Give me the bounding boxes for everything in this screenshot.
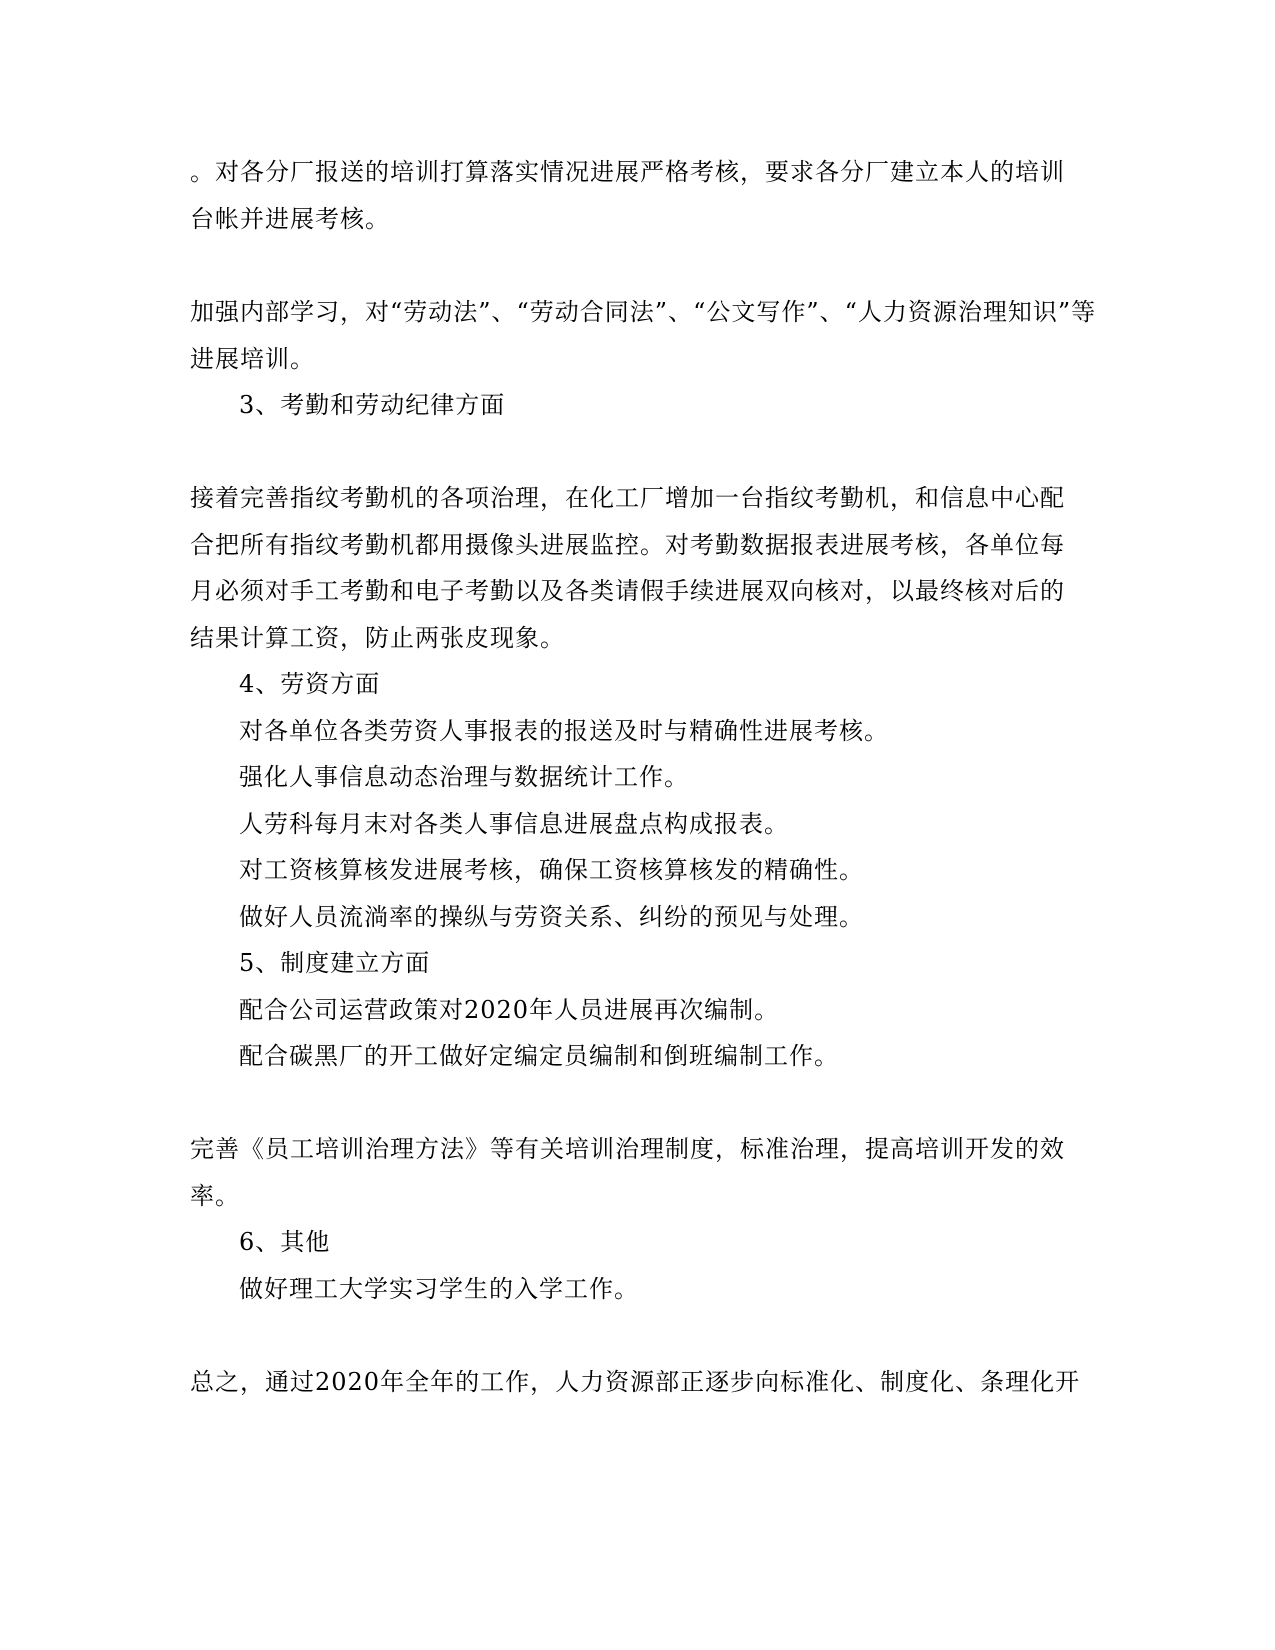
paragraph-line: 配合公司运营政策对2020年人员进展再次编制。 [239,996,780,1024]
paragraph-line: 人劳科每月末对各类人事信息进展盘点构成报表。 [239,810,789,838]
paragraph-line: 接着完善指纹考勤机的各项治理，在化工厂增加一台指纹考勤机，和信息中心配 [190,484,1065,512]
paragraph-line: 结果计算工资，防止两张皮现象。 [190,624,565,652]
paragraph-line: 强化人事信息动态治理与数据统计工作。 [239,763,689,791]
paragraph-line: 完善《员工培训治理方法》等有关培训治理制度，标准治理，提高培训开发的效 [190,1135,1065,1163]
paragraph-line: 率。 [190,1182,240,1210]
paragraph-line: 。对各分厂报送的培训打算落实情况进展严格考核，要求各分厂建立本人的培训 [190,158,1065,186]
paragraph-line: 加强内部学习，对“劳动法”、“劳动合同法”、“公文写作”、“人力资源治理知识”等 [190,298,1097,326]
paragraph-line: 配合碳黑厂的开工做好定编定员编制和倒班编制工作。 [239,1042,839,1070]
paragraph-line: 对工资核算核发进展考核，确保工资核算核发的精确性。 [239,856,864,884]
paragraph-line: 对各单位各类劳资人事报表的报送及时与精确性进展考核。 [239,717,889,745]
paragraph-line: 月必须对手工考勤和电子考勤以及各类请假手续进展双向核对，以最终核对后的 [190,577,1065,605]
paragraph-line: 台帐并进展考核。 [190,205,390,233]
section-heading: 4、劳资方面 [239,670,381,698]
section-heading: 6、其他 [239,1228,331,1256]
paragraph-line: 做好人员流淌率的操纵与劳资关系、纠纷的预见与处理。 [239,903,864,931]
paragraph-line: 总之，通过2020年全年的工作，人力资源部正逐步向标准化、制度化、条理化开 [190,1368,1081,1396]
paragraph-line: 合把所有指纹考勤机都用摄像头进展监控。对考勤数据报表进展考核，各单位每 [190,531,1065,559]
paragraph-line: 做好理工大学实习学生的入学工作。 [239,1275,639,1303]
paragraph-line: 进展培训。 [190,345,315,373]
section-heading: 3、考勤和劳动纪律方面 [239,391,506,419]
section-heading: 5、制度建立方面 [239,949,431,977]
